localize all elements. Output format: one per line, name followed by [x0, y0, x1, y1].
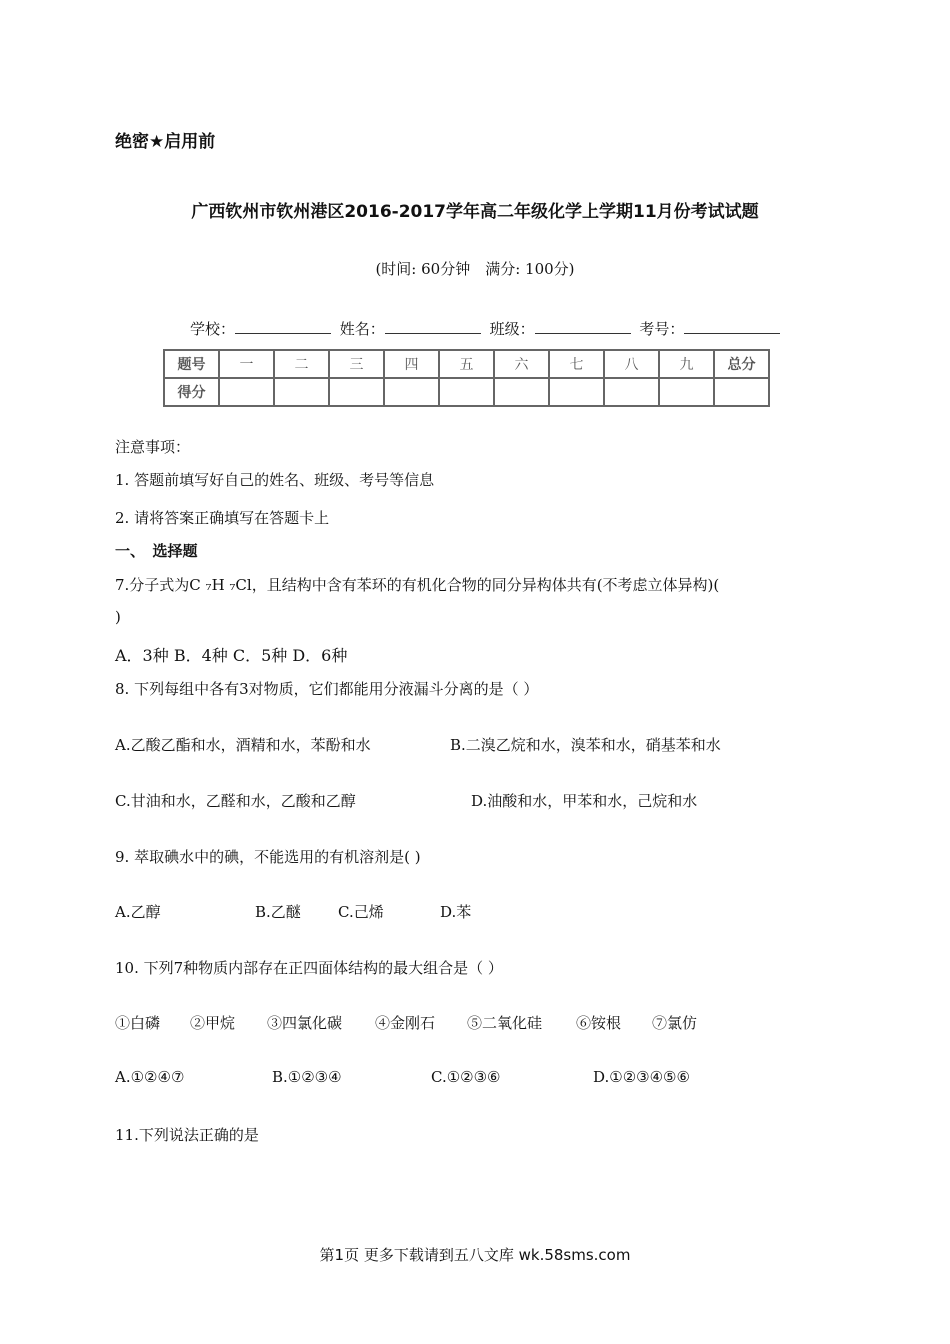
q10-item: ③四氯化碳 — [267, 1014, 343, 1032]
q9-option-c: C.己烯 — [338, 903, 384, 921]
exam-no-blank[interactable] — [684, 319, 780, 334]
score-cell[interactable] — [714, 378, 769, 406]
score-header-cell: 一 — [219, 350, 274, 378]
class-label: 班级： — [489, 320, 535, 338]
score-cell[interactable] — [329, 378, 384, 406]
q11-stem: 11.下列说法正确的是 — [115, 1126, 259, 1144]
note-item: 2. 请将答案正确填写在答题卡上 — [115, 509, 330, 527]
q9-option-a: A.乙醇 — [115, 903, 161, 921]
q7-stem: 7.分子式为C ₇H ₇Cl，且结构中含有苯环的有机化合物的同分异构体共有(不考虑立体异构)( — [115, 576, 720, 594]
class-blank[interactable] — [535, 319, 631, 334]
score-cell[interactable] — [384, 378, 439, 406]
q8-option-b: B.二溴乙烷和水，溴苯和水，硝基苯和水 — [450, 736, 721, 754]
score-cell[interactable] — [549, 378, 604, 406]
q10-item: ⑦氯仿 — [652, 1014, 698, 1032]
q9-option-d: D.苯 — [440, 903, 472, 921]
score-header-cell: 八 — [604, 350, 659, 378]
score-header-cell: 三 — [329, 350, 384, 378]
score-header-cell: 九 — [659, 350, 714, 378]
q10-item: ⑥铵根 — [576, 1014, 622, 1032]
q10-option-d: D.①②③④⑤⑥ — [593, 1068, 690, 1086]
page-footer: 第1页 更多下载请到五八文库 wk.58sms.com — [319, 1246, 631, 1264]
score-cell[interactable] — [494, 378, 549, 406]
school-label: 学校： — [190, 320, 236, 338]
score-header-cell: 五 — [439, 350, 494, 378]
score-table-score-row — [164, 378, 769, 406]
score-cell[interactable] — [219, 378, 274, 406]
score-header-cell: 四 — [384, 350, 439, 378]
score-cell[interactable] — [604, 378, 659, 406]
q10-item: ②甲烷 — [190, 1014, 236, 1032]
score-header-cell: 七 — [549, 350, 604, 378]
name-blank[interactable] — [385, 319, 481, 334]
q7-stem-cont: ) — [115, 608, 121, 626]
q10-item: ⑤二氧化硅 — [467, 1014, 543, 1032]
score-header-cell: 题号 — [164, 350, 219, 378]
score-table-header-row — [164, 350, 769, 378]
q8-option-d: D.油酸和水，甲苯和水，己烷和水 — [471, 792, 698, 810]
score-row-label: 得分 — [164, 378, 219, 406]
score-header-cell: 总分 — [714, 350, 769, 378]
q10-option-b: B.①②③④ — [272, 1068, 342, 1086]
q7-options: A．3种 B．4种 C．5种 D．6种 — [115, 646, 348, 665]
q10-stem: 10. 下列7种物质内部存在正四面体结构的最大组合是（ ） — [115, 959, 503, 977]
time-info: (时间: 60分钟 满分: 100分) — [375, 260, 575, 278]
notes-title: 注意事项： — [115, 438, 191, 456]
q8-option-c: C.甘油和水，乙醛和水，乙酸和乙醇 — [115, 792, 356, 810]
note-item: 1. 答题前填写好自己的姓名、班级、考号等信息 — [115, 471, 435, 489]
school-blank[interactable] — [235, 319, 331, 334]
score-cell[interactable] — [439, 378, 494, 406]
score-table — [163, 349, 770, 407]
q10-item: ①白磷 — [115, 1014, 161, 1032]
q9-option-b: B.乙醚 — [255, 903, 301, 921]
score-header-cell: 二 — [274, 350, 329, 378]
q8-stem: 8. 下列每组中各有3对物质，它们都能用分液漏斗分离的是（ ） — [115, 680, 539, 698]
q9-stem: 9. 萃取碘水中的碘，不能选用的有机溶剂是( ) — [115, 848, 421, 866]
q8-option-a: A.乙酸乙酯和水，酒精和水，苯酚和水 — [115, 736, 371, 754]
score-cell[interactable] — [274, 378, 329, 406]
exam-title: 广西钦州市钦州港区2016-2017学年高二年级化学上学期11月份考试试题 — [191, 202, 759, 222]
name-label: 姓名： — [339, 320, 385, 338]
score-cell[interactable] — [659, 378, 714, 406]
section-title: 一、 选择题 — [115, 542, 198, 560]
score-header-cell: 六 — [494, 350, 549, 378]
q10-option-a: A.①②④⑦ — [115, 1068, 185, 1086]
student-info-line — [190, 318, 784, 339]
q10-item: ④金刚石 — [375, 1014, 436, 1032]
secret-label: 绝密★启用前 — [115, 132, 216, 152]
exam-no-label: 考号： — [639, 320, 685, 338]
q10-option-c: C.①②③⑥ — [431, 1068, 501, 1086]
